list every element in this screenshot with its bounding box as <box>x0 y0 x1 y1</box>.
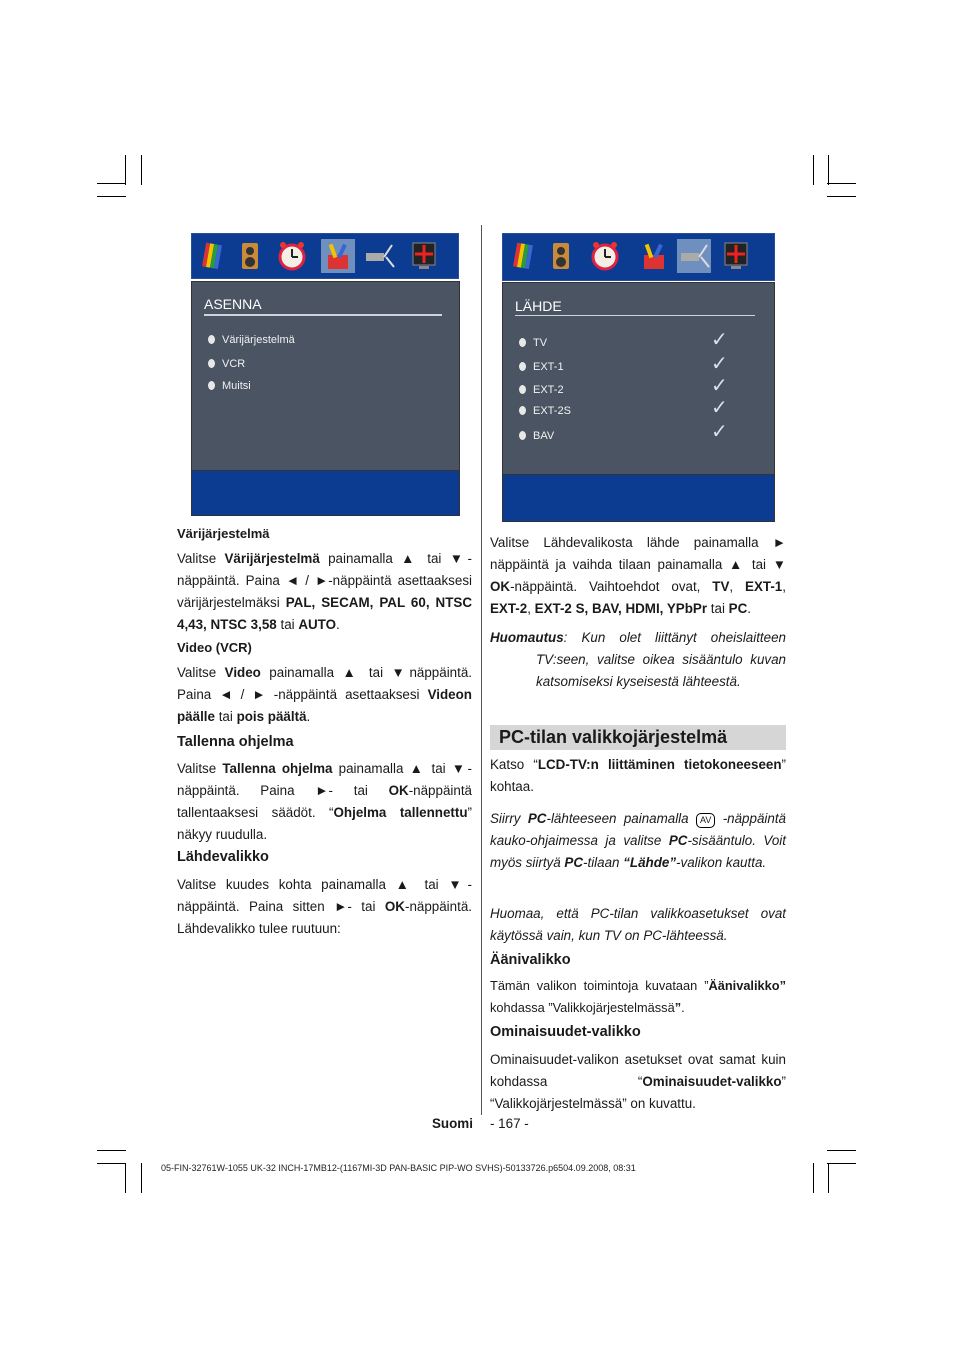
check-icon: ✓ <box>711 329 728 351</box>
footer-file-info: 05-FIN-32761W-1055 UK-32 INCH-17MB12-(1167MI-3D PAN-BASIC PIP-WO SVHS)-50133726.p6504.09.2008, 08:31 <box>161 1163 636 1173</box>
menu-title-rule <box>515 315 755 316</box>
sound-icon[interactable] <box>544 239 578 273</box>
pc-icon[interactable] <box>407 239 441 273</box>
menu-item-tv[interactable]: TV <box>533 337 547 349</box>
menu-footer-bar <box>502 474 775 522</box>
source-icon[interactable] <box>677 239 711 273</box>
source-icon[interactable] <box>362 239 396 273</box>
footer-language: Suomi <box>432 1116 473 1131</box>
paragraph-sound-menu: Tämän valikon toimintoja kuvataan ”Äänivalikko” kohdassa ”Valikkojärjestelmässä”. <box>490 978 786 1015</box>
heading-source-menu: Lähdevalikko <box>177 849 269 865</box>
pc-icon[interactable] <box>719 239 753 273</box>
paragraph-source-menu: Valitse kuudes kohta painamalla ▲ tai ▼-näppäintä. Paina sitten ►- tai OK-näppäintä. Lähdevalikko tulee ruutuun: <box>177 877 472 936</box>
paragraph-features-menu: Ominaisuudet-valikon asetukset ovat samat kuin kohdassa “Ominaisuudet-valikko” “Valikkojärjestelmässä” on kuvattu. <box>490 1052 786 1111</box>
menu-item-bav[interactable]: BAV <box>533 430 554 442</box>
check-icon: ✓ <box>711 397 728 419</box>
heading-store-program: Tallenna ohjelma <box>177 734 294 750</box>
clock-icon[interactable] <box>588 239 622 273</box>
menu-title-rule <box>204 314 442 316</box>
check-icon: ✓ <box>711 353 728 375</box>
picture-icon[interactable] <box>196 239 230 273</box>
menu-panel <box>191 281 460 471</box>
paragraph-video-vcr: Valitse Video painamalla ▲ tai ▼näppäintä. Paina ◄ / ► -näppäintä asettaaksesi Videon päälle tai pois päältä. <box>177 665 472 724</box>
picture-icon[interactable] <box>507 239 541 273</box>
paragraph-pc-note: Huomaa, että PC-tilan valikkoasetukset ovat käytössä vain, kun TV on PC-lähteessä. <box>490 906 786 943</box>
menu-icon-bar <box>502 233 775 281</box>
menu-item-ext2s[interactable]: EXT-2S <box>533 405 571 417</box>
menu-item-color-system[interactable]: Värijärjestelmä <box>222 334 295 346</box>
menu-item-ext1[interactable]: EXT-1 <box>533 361 564 373</box>
paragraph-source-select: Valitse Lähdevalikosta lähde painamalla ► näppäintä ja vaihda tilaan painamalla ▲ tai ▼ OK-näppäintä. Vaihtoehdot ovat, TV, EXT-1, EXT-2, EXT-2 S, BAV, HDMI, YPbPr tai PC. <box>490 535 786 616</box>
menu-title: ASENNA <box>204 296 262 312</box>
check-icon: ✓ <box>711 375 728 397</box>
heading-video-vcr: Video (VCR) <box>177 640 252 655</box>
menu-item-vcr[interactable]: VCR <box>222 358 245 370</box>
menu-panel <box>502 282 775 475</box>
section-title-pc-menu: PC-tilan valikkojärjestelmä <box>490 725 786 750</box>
menu-item-store[interactable]: Muitsi <box>222 380 251 392</box>
column-divider <box>481 225 482 1115</box>
footer-page-number: - 167 - <box>490 1116 529 1131</box>
paragraph-see-connect: Katso “LCD-TV:n liittäminen tietokoneeseen” kohtaa. <box>490 757 786 794</box>
menu-footer-bar <box>191 470 460 516</box>
menu-item-ext2[interactable]: EXT-2 <box>533 384 564 396</box>
clock-icon[interactable] <box>275 239 309 273</box>
paragraph-pc-source: Siirry PC-lähteeseen painamalla AV -näppäintä kauko-ohjaimessa ja valitse PC-sisääntulo. Voit myös siirtyä PC-tilaan “Lähde”-valikon kautta. <box>490 811 786 870</box>
tools-icon[interactable] <box>637 239 671 273</box>
tools-icon[interactable] <box>321 239 355 273</box>
av-button-icon: AV <box>696 813 715 828</box>
note-paragraph: Huomautus: Kun olet liittänyt oheislaitteen TV:seen, valitse oikea sisääntulo kuvan katsomiseksi kyseisestä lähteestä. <box>490 630 786 689</box>
heading-sound-menu: Äänivalikko <box>490 952 571 968</box>
menu-icon-bar <box>191 233 459 279</box>
heading-color-system: Värijärjestelmä <box>177 526 270 541</box>
paragraph-store-program: Valitse Tallenna ohjelma painamalla ▲ tai ▼-näppäintä. Paina ►- tai OK-näppäintä tallentaaksesi säädöt. “Ohjelma tallennettu” näkyy ruudulla. <box>177 761 472 842</box>
paragraph-color-system: Valitse Värijärjestelmä painamalla ▲ tai ▼-näppäintä. Paina ◄ / ►-näppäintä asettaaksesi värijärjestelmäksi PAL, SECAM, PAL 60, NTSC 4,43, NTSC 3,58 tai AUTO. <box>177 551 473 632</box>
check-icon: ✓ <box>711 421 728 443</box>
heading-features-menu: Ominaisuudet-valikko <box>490 1024 641 1040</box>
sound-icon[interactable] <box>233 239 267 273</box>
menu-title: LÄHDE <box>515 298 562 314</box>
